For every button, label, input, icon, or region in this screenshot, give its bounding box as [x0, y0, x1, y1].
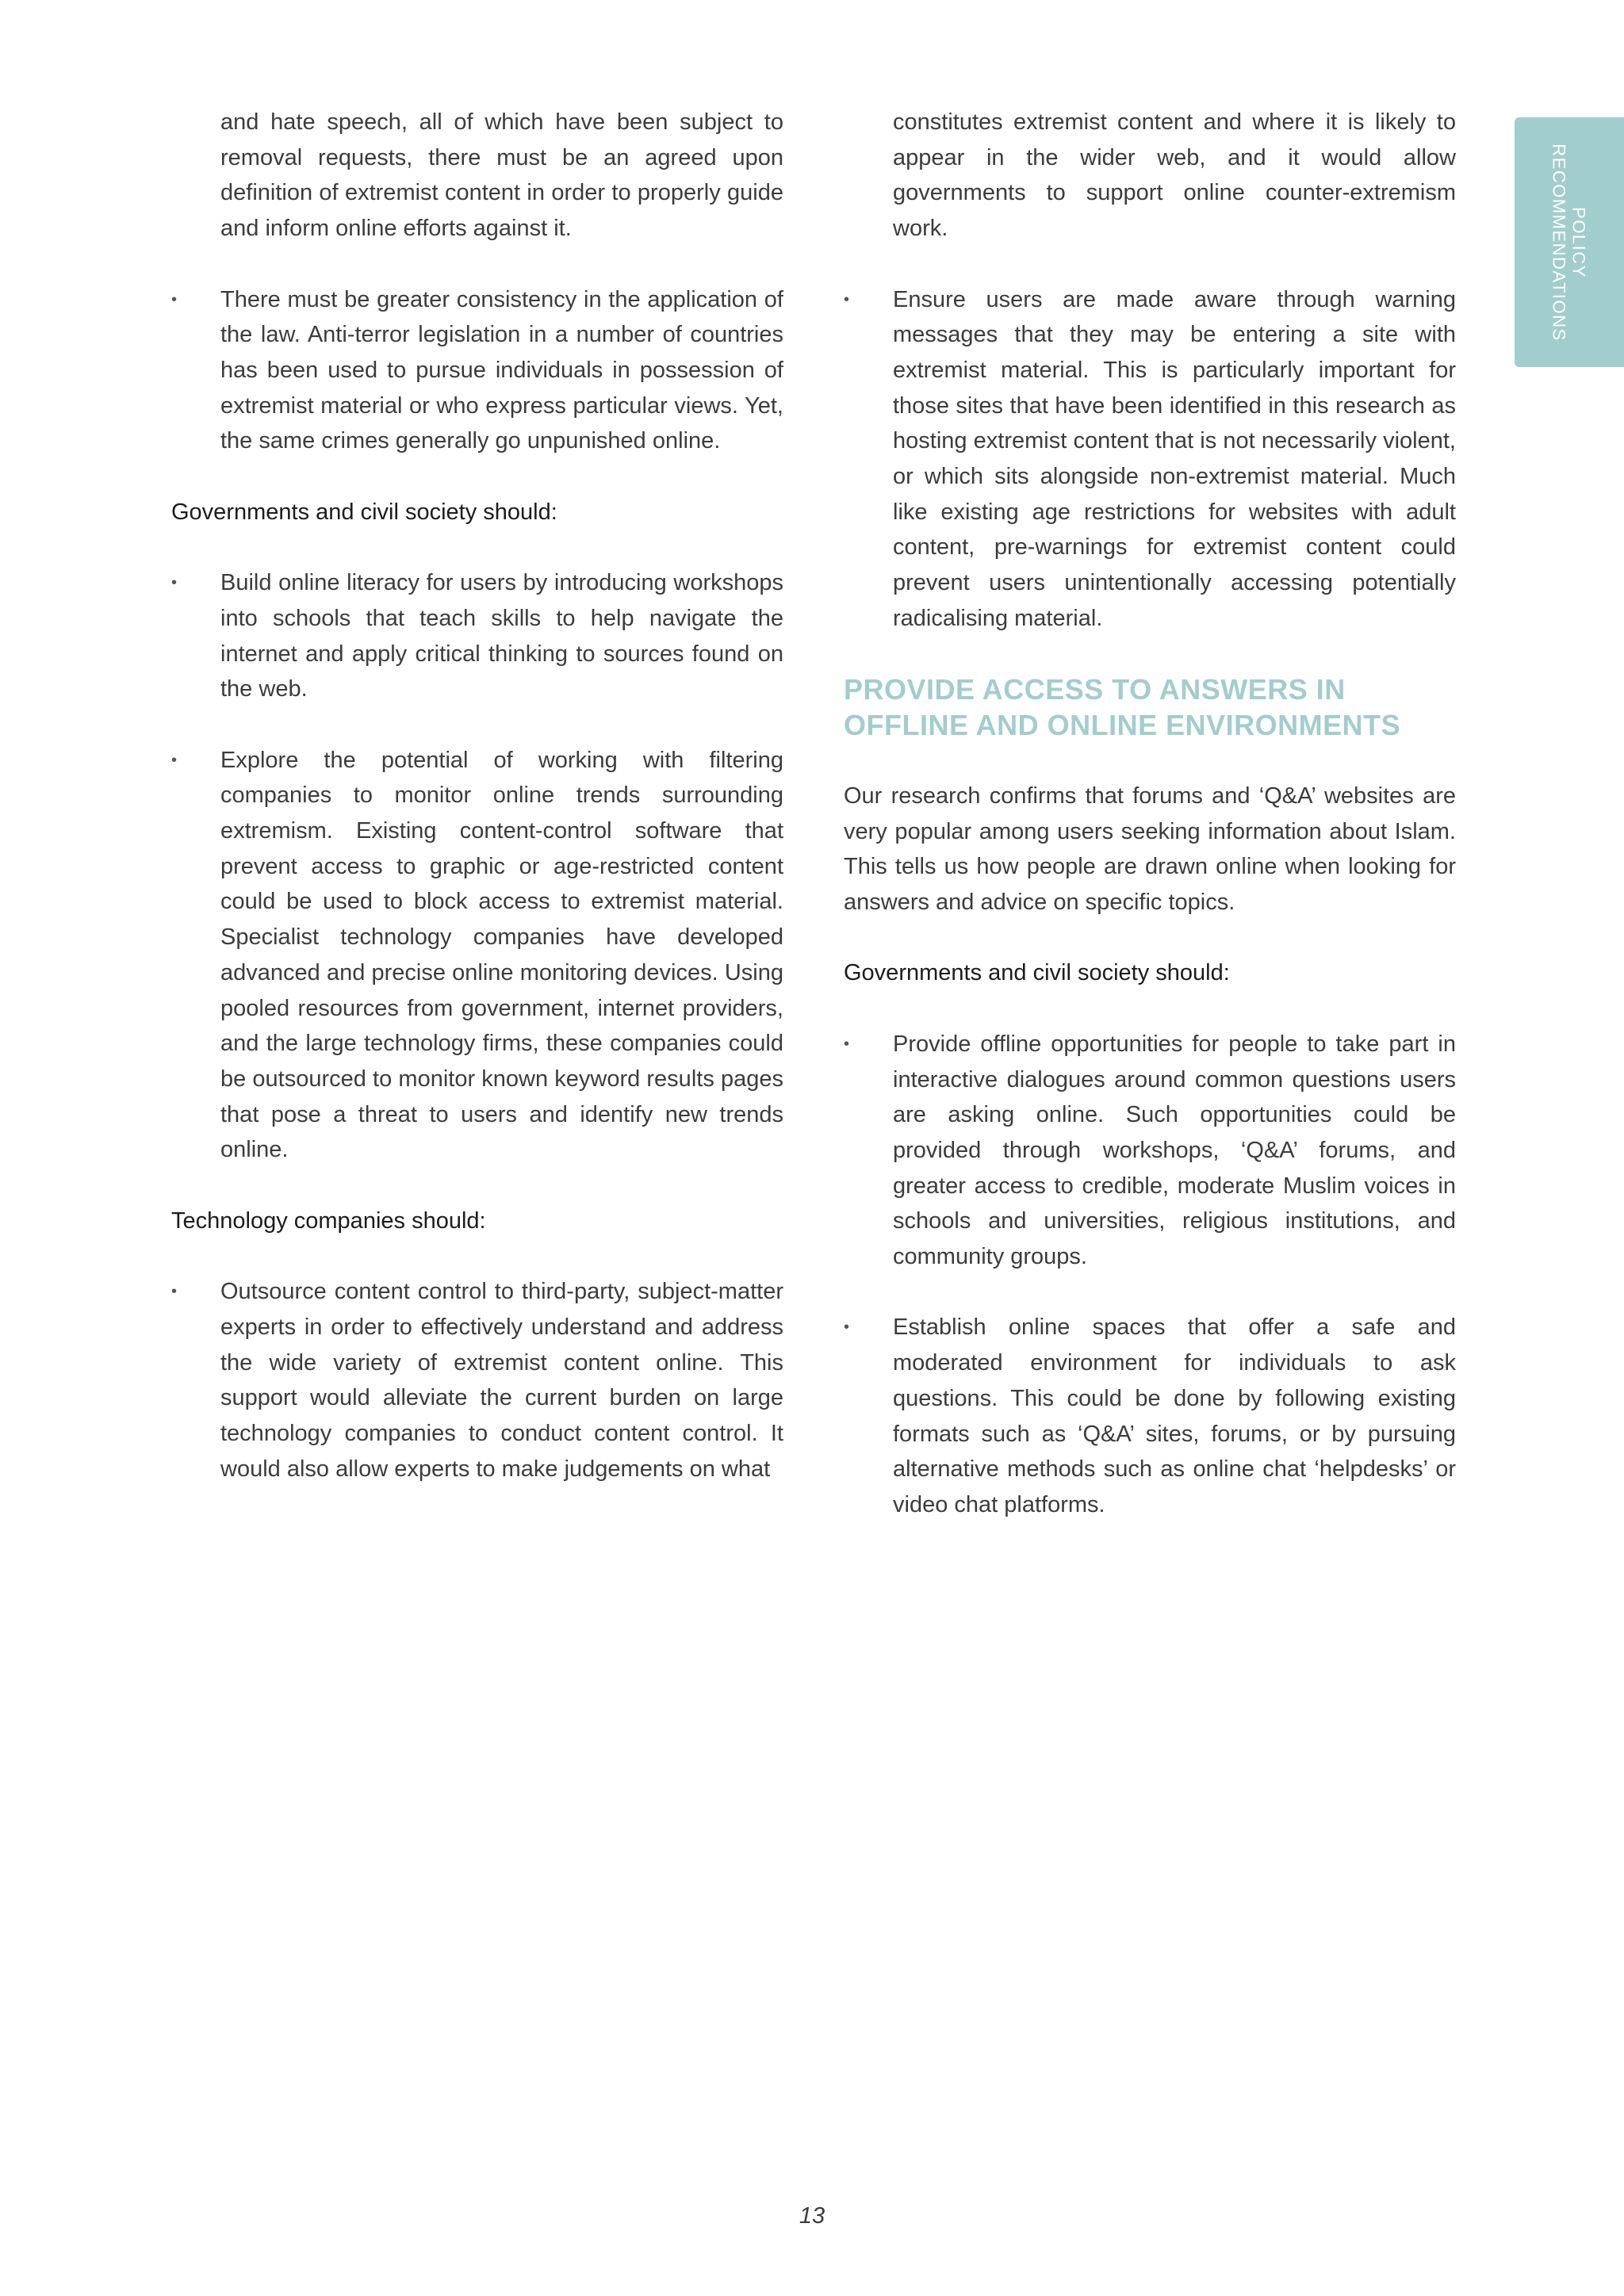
continued-paragraph: constitutes extremist content and where it is likely to appear in the wider web, and it would allow governments to support online counter-extremism work. [893, 109, 1456, 242]
subheading-governments: Governments and civil society should: [844, 960, 1230, 986]
section-tab-label [1515, 117, 1624, 367]
right-column [844, 105, 1456, 1523]
bullet-offline-opportunities: • Provide offline opportunities for people to take part in interactive dialogues around common questions users are asking online. Such opportunities could be provided through workshops, ‘Q&A’ forums, and greater access to credible, moderate Muslim voices in schools and universities, religious institutions, and community groups. [844, 1027, 1456, 1275]
section-title-line-1: PROVIDE ACCESS TO ANSWERS IN [844, 673, 1346, 706]
bullet-filtering-companies: • Explore the potential of working with filtering companies to monitor online trends surrounding extremism. Existing content-control software that prevent access to graphic or age-restricted content could be used to block access to extremist material. Specialist technology companies have developed advanced and precise online monitoring devices. Using pooled resources from government, internet providers, and the large technology firms, these companies could be outsourced to monitor known keyword results pages that pose a threat to users and identify new trends online. [171, 743, 783, 1168]
continued-paragraph: and hate speech, all of which have been subject to removal requests, there must be an agreed upon definition of extremist content in order to properly guide and inform online efforts against it. [220, 109, 783, 242]
intro-paragraph: Our research confirms that forums and ‘Q&A’ websites are very popular among users seeking information about Islam. This tells us how people are drawn online when looking for answers and advice on specific topics. [844, 783, 1456, 916]
section-tab-line-2: RECOMMENDATIONS [1549, 143, 1569, 342]
section-tab-line-1: POLICY [1569, 206, 1589, 278]
bullet-law-consistency: • There must be greater consistency in the application of the law. Anti-terror legislation in a number of countries has been used to pursue individuals in possession of extremist material or who express particular views. Yet, the same crimes generally go unpunished online. [171, 282, 783, 460]
bullet-outsource-content: • Outsource content control to third-party, subject-matter experts in order to effectively understand and address the wide variety of extremist content online. This support would alleviate the current burden on large technology companies to conduct content control. It would also allow experts to make judgements on what [171, 1274, 783, 1487]
subheading-governments: Governments and civil society should: [171, 499, 557, 525]
bullet-online-literacy: • Build online literacy for users by introducing workshops into schools that teach skills to help navigate the internet and apply critical thinking to sources found on the web. [171, 565, 783, 707]
subheading-technology: Technology companies should: [171, 1207, 486, 1234]
bullet-online-spaces: • Establish online spaces that offer a safe and moderated environment for individuals to ask questions. This could be done by following existing formats such as ‘Q&A’ sites, forums, or by pursuing alternative methods such as online chat ‘helpdesks’ or video chat platforms. [844, 1310, 1456, 1522]
section-title-line-2: OFFLINE AND ONLINE ENVIRONMENTS [844, 709, 1401, 742]
bullet-warning-messages: • Ensure users are made aware through warning messages that they may be entering a site with extremist material. This is particularly important for those sites that have been identified in this research as hosting extremist content that is not necessarily violent, or which sits alongside non-extremist material. Much like existing age restrictions for websites with adult content, pre-warnings for extremist content could prevent users unintentionally accessing potentially radicalising material. [844, 282, 1456, 637]
page-number: 13 [799, 2203, 825, 2229]
left-column [171, 105, 783, 1487]
section-title [844, 672, 1456, 743]
